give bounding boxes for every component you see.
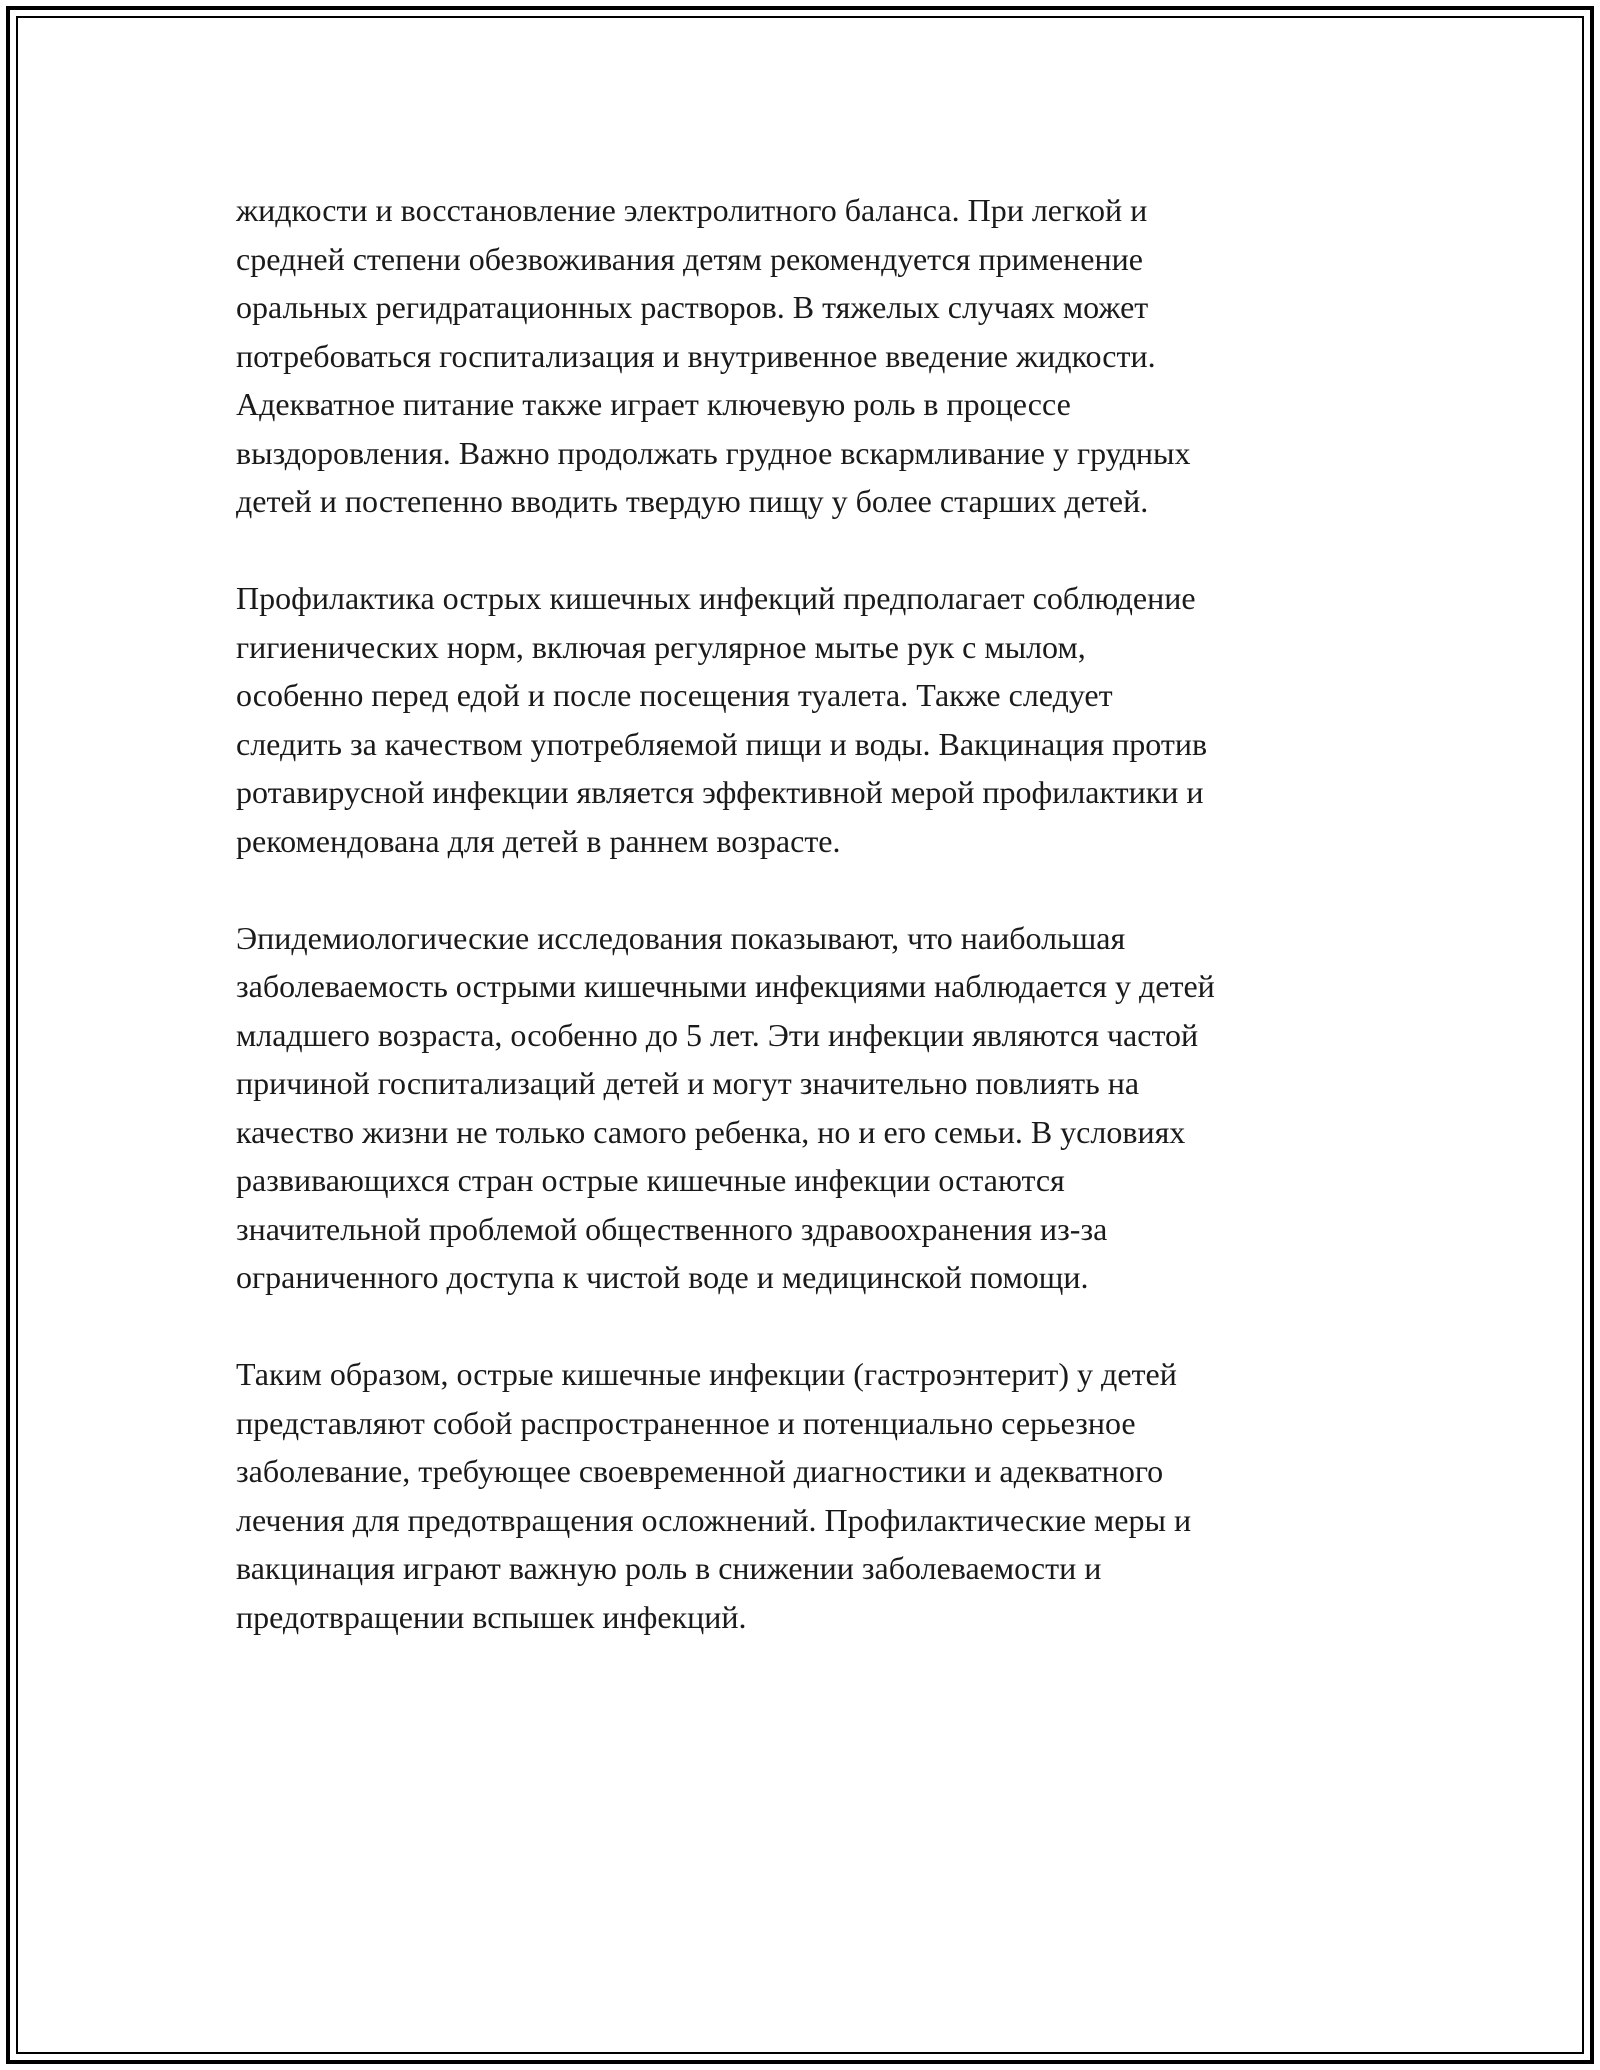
text-line: лечения для предотвращения осложнений. Профилактические меры и [236, 1501, 1192, 1538]
text-line: следить за качеством употребляемой пищи и воды. Вакцинация против [236, 725, 1208, 762]
paragraph-conclusion [236, 1350, 1366, 1641]
text-line: предотвращении вспышек инфекций. [236, 1598, 747, 1635]
paragraph-treatment [236, 186, 1366, 526]
paragraph-prevention [236, 574, 1366, 865]
text-line: жидкости и восстановление электролитного баланса. При легкой и [236, 192, 1148, 228]
text-line: средней степени обезвоживания детям рекомендуется применение [236, 240, 1143, 277]
text-line: Профилактика острых кишечных инфекций предполагает соблюдение [236, 580, 1196, 616]
text-line: особенно перед едой и после посещения туалета. Также следует [236, 677, 1113, 713]
text-line: качество жизни не только самого ребенка, но и его семьи. В условиях [236, 1113, 1186, 1150]
text-line: развивающихся стран острые кишечные инфекции остаются [236, 1162, 1065, 1198]
text-line: представляют собой распространенное и потенциально серьезное [236, 1404, 1136, 1441]
text-line: выздоровления. Важно продолжать грудное вскармливание у грудных [236, 434, 1191, 471]
text-line: оральных регидратационных растворов. В тяжелых случаях может [236, 289, 1149, 325]
text-line: младшего возраста, особенно до 5 лет. Эти инфекции являются частой [236, 1016, 1199, 1053]
text-line: гигиенических норм, включая регулярное мытье рук с мылом, [236, 628, 1086, 665]
text-line: значительной проблемой общественного здравоохранения из-за [236, 1210, 1108, 1247]
text-line: причиной госпитализаций детей и могут значительно повлиять на [236, 1065, 1140, 1101]
document-body [236, 186, 1366, 1690]
text-line: ограниченного доступа к чистой воде и медицинской помощи. [236, 1259, 1089, 1295]
text-line: заболеваемость острыми кишечными инфекциями наблюдается у детей [236, 968, 1215, 1004]
text-line: вакцинация играют важную роль в снижении заболеваемости и [236, 1550, 1102, 1586]
text-line: заболевание, требующее своевременной диагностики и адекватного [236, 1453, 1164, 1489]
text-line: ротавирусной инфекции является эффективной мерой профилактики и [236, 774, 1204, 810]
text-line: детей и постепенно вводить твердую пищу у более старших детей. [236, 483, 1149, 519]
text-line: рекомендована для детей в раннем возрасте. [236, 822, 841, 859]
text-line: Таким образом, острые кишечные инфекции (гастроэнтерит) у детей [236, 1356, 1177, 1392]
text-line: потребоваться госпитализация и внутривенное введение жидкости. [236, 337, 1156, 374]
text-line: Адекватное питание также играет ключевую роль в процессе [236, 386, 1071, 422]
paragraph-epidemiology [236, 914, 1366, 1302]
text-line: Эпидемиологические исследования показывают, что наибольшая [236, 919, 1126, 956]
